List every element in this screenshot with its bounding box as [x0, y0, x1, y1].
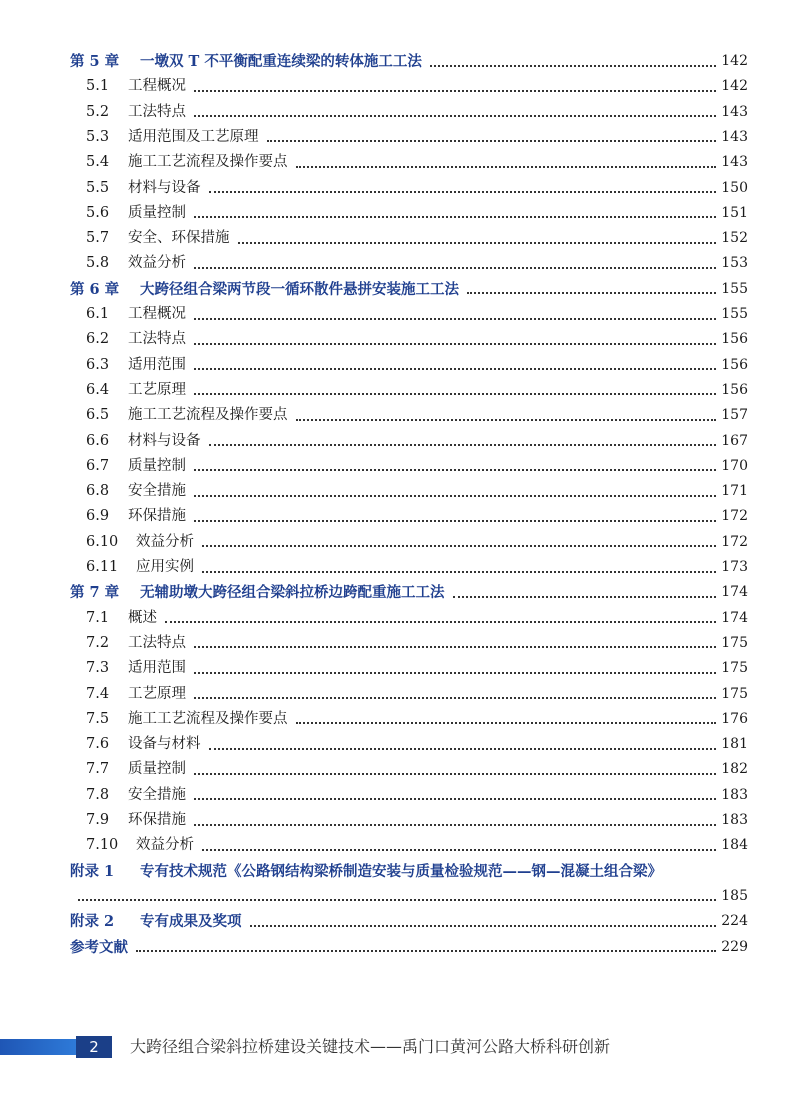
dot-leader [194, 495, 716, 497]
toc-page-number: 143 [721, 154, 748, 171]
toc-page-number: 174 [721, 584, 748, 601]
toc-title: 环保措施 [128, 508, 186, 525]
toc-title: 工艺原理 [128, 685, 186, 702]
toc-number: 6.7 [86, 457, 110, 474]
toc-title: 安全措施 [128, 786, 186, 803]
toc-page-number: 157 [721, 407, 748, 424]
toc-title: 质量控制 [128, 204, 186, 221]
toc-page-number: 172 [721, 508, 748, 525]
toc-title: 质量控制 [128, 761, 186, 778]
toc-page-number: 143 [721, 128, 748, 145]
toc-number: 5.8 [86, 255, 110, 272]
toc-title-group [86, 378, 186, 403]
toc-title: 参考文献 [70, 938, 128, 956]
toc-section-row[interactable] [0, 226, 790, 251]
toc-section-row[interactable] [0, 353, 790, 378]
toc-title-group [86, 150, 288, 175]
toc-title-group [86, 100, 186, 125]
dot-leader [209, 191, 717, 193]
toc-number: 7.4 [86, 685, 110, 702]
toc-page-number: 156 [721, 381, 748, 398]
toc-section-row[interactable] [0, 74, 790, 99]
page-footer [0, 1033, 790, 1061]
toc-page-number: 142 [721, 78, 748, 95]
toc-title: 应用实例 [136, 559, 194, 575]
toc-page-number: 142 [721, 53, 748, 69]
toc-title: 概述 [128, 609, 157, 626]
toc-continuation-row[interactable] [0, 884, 790, 909]
toc-page-number: 184 [721, 837, 748, 854]
toc-title-group [70, 935, 128, 960]
toc-title: 材料与设备 [128, 432, 201, 449]
toc-page-number: 167 [721, 432, 748, 449]
toc-title: 无辅助墩大跨径组合梁斜拉桥边跨配重施工工法 [140, 584, 445, 602]
dot-leader [202, 849, 716, 851]
toc-page-number: 172 [721, 533, 748, 550]
toc-chapter-row[interactable] [0, 909, 790, 934]
dot-leader [296, 419, 717, 421]
toc-title-group [86, 682, 186, 707]
toc-section-row[interactable] [0, 530, 790, 555]
toc-section-row[interactable] [0, 656, 790, 681]
toc-title: 环保措施 [128, 812, 186, 828]
toc-title-group [86, 504, 186, 529]
toc-section-row[interactable] [0, 504, 790, 529]
toc-number: 5.7 [86, 230, 110, 247]
footer-accent-bar [0, 1039, 76, 1055]
toc-number: 5.6 [86, 204, 110, 221]
dot-leader [136, 950, 716, 952]
toc-title-group [70, 580, 445, 605]
toc-title-group [86, 251, 186, 276]
toc-page-number: 155 [721, 280, 748, 297]
toc-title: 大跨径组合梁两节段一循环散件悬拼安装施工工法 [140, 280, 459, 298]
toc-title: 施工工艺流程及操作要点 [128, 710, 288, 727]
toc-page-number: 156 [721, 331, 748, 348]
toc-page-number: 185 [721, 887, 748, 904]
toc-title: 质量控制 [128, 457, 186, 474]
dot-leader [194, 520, 716, 522]
toc-title: 效益分析 [128, 255, 186, 272]
toc-page-number: 183 [721, 812, 748, 828]
toc-number: 7.6 [86, 736, 110, 753]
toc-number: 第 6 章 [70, 280, 120, 298]
toc-number: 7.2 [86, 634, 110, 651]
dot-leader [202, 545, 716, 547]
toc-section-row[interactable] [0, 783, 790, 808]
toc-page-number: 143 [721, 103, 748, 120]
toc-title-group [86, 732, 201, 757]
toc-title-group [86, 454, 186, 479]
toc-title: 安全措施 [128, 483, 186, 500]
dot-leader [467, 292, 716, 294]
dot-leader [296, 722, 717, 724]
toc-title-group [86, 631, 186, 656]
toc-title: 施工工艺流程及操作要点 [128, 407, 288, 424]
toc-title-group [86, 555, 194, 580]
toc-number: 6.8 [86, 483, 110, 500]
toc-title-group [86, 808, 186, 833]
toc-page-number: 174 [721, 609, 748, 626]
toc-title: 一墩双 T 不平衡配重连续梁的转体施工工法 [140, 53, 422, 70]
toc-title-group [86, 302, 186, 327]
toc-number: 第 7 章 [70, 584, 120, 602]
toc-title-group [86, 327, 186, 352]
dot-leader [194, 824, 716, 826]
toc-number: 6.1 [86, 306, 110, 322]
toc-section-row[interactable] [0, 176, 790, 201]
toc-title: 施工工艺流程及操作要点 [128, 154, 288, 171]
dot-leader [453, 596, 717, 598]
toc-page-number: 175 [721, 660, 748, 677]
toc-number: 7.8 [86, 786, 110, 803]
toc-number: 6.4 [86, 381, 110, 398]
dot-leader [194, 646, 716, 648]
toc-section-row[interactable] [0, 150, 790, 175]
toc-number: 6.10 [86, 533, 119, 550]
dot-leader [194, 697, 716, 699]
dot-leader [267, 140, 717, 142]
dot-leader [296, 166, 717, 168]
toc-section-row[interactable] [0, 682, 790, 707]
toc-section-row[interactable] [0, 201, 790, 226]
toc-title-group [86, 479, 186, 504]
toc-title-group [86, 125, 259, 150]
toc-page-number: 224 [721, 913, 748, 930]
toc-section-row[interactable] [0, 757, 790, 782]
toc-title: 工法特点 [128, 634, 186, 651]
toc-section-row[interactable] [0, 555, 790, 580]
toc-page-number: 176 [721, 710, 748, 727]
dot-leader [194, 115, 716, 117]
toc-page-number: 229 [721, 938, 748, 955]
toc-page-number: 150 [721, 179, 748, 196]
toc-page-number: 183 [721, 786, 748, 803]
toc-title-group [86, 606, 157, 631]
toc-chapter-row[interactable] [0, 935, 790, 960]
toc-number: 5.1 [86, 78, 110, 95]
toc-number: 6.2 [86, 331, 110, 348]
toc-chapter-row[interactable] [0, 859, 790, 884]
dot-leader [194, 469, 716, 471]
toc-chapter-row[interactable] [0, 277, 790, 302]
dot-leader [194, 798, 716, 800]
toc-number: 第 5 章 [70, 53, 120, 70]
dot-leader [209, 748, 717, 750]
toc-number: 7.7 [86, 761, 110, 778]
toc-section-row[interactable] [0, 454, 790, 479]
toc-title: 适用范围 [128, 356, 186, 373]
dot-leader [430, 65, 716, 67]
toc-number: 附录 1 [70, 862, 115, 880]
toc-section-row[interactable] [0, 833, 790, 858]
toc-title: 专有成果及奖项 [140, 913, 242, 931]
toc-number: 6.6 [86, 432, 110, 449]
toc-title-group [86, 833, 194, 858]
toc-number: 5.5 [86, 179, 110, 196]
toc-title: 工法特点 [128, 103, 186, 120]
toc-title: 安全、环保措施 [128, 230, 230, 247]
toc-number: 7.1 [86, 609, 110, 626]
dot-leader [194, 216, 716, 218]
toc-title-group [86, 353, 186, 378]
toc-number: 7.9 [86, 812, 110, 828]
toc-title: 效益分析 [136, 533, 194, 550]
toc-title-group [86, 757, 186, 782]
toc-page-number: 181 [721, 736, 748, 753]
toc-number: 6.11 [86, 559, 119, 575]
toc-number: 5.4 [86, 154, 110, 171]
dot-leader [238, 242, 717, 244]
toc-chapter-row[interactable] [0, 580, 790, 605]
toc-section-row[interactable] [0, 125, 790, 150]
toc-page-number: 151 [721, 204, 748, 221]
dot-leader [165, 621, 716, 623]
dot-leader [194, 267, 716, 269]
toc-title: 适用范围 [128, 660, 186, 677]
page-number: 2 [76, 1036, 112, 1058]
toc-section-row[interactable] [0, 429, 790, 454]
toc-title-group [70, 49, 422, 74]
toc-page-number: 173 [721, 559, 748, 575]
toc-section-row[interactable] [0, 327, 790, 352]
dot-leader [194, 773, 716, 775]
dot-leader [194, 318, 716, 320]
toc-title-group [86, 707, 288, 732]
toc-title: 工法特点 [128, 331, 186, 348]
toc-title-group [70, 909, 242, 934]
dot-leader [209, 444, 717, 446]
toc-section-row[interactable] [0, 707, 790, 732]
dot-leader [250, 925, 717, 927]
toc-section-row[interactable] [0, 479, 790, 504]
toc-title: 专有技术规范《公路钢结构梁桥制造安装与质量检验规范——钢—混凝土组合梁》 [140, 862, 662, 880]
toc-section-row[interactable] [0, 631, 790, 656]
toc-page-number: 152 [721, 230, 748, 247]
toc-chapter-row[interactable] [0, 49, 790, 74]
toc-title: 工程概况 [128, 306, 186, 322]
toc-title: 材料与设备 [128, 179, 201, 196]
toc-section-row[interactable] [0, 808, 790, 833]
dot-leader [202, 571, 716, 573]
toc-number: 7.5 [86, 710, 110, 727]
toc-number: 6.5 [86, 407, 110, 424]
toc-page-number: 175 [721, 685, 748, 702]
toc-section-row[interactable] [0, 100, 790, 125]
toc-title-group [70, 277, 459, 302]
toc-title-group [70, 859, 662, 884]
toc-section-row[interactable] [0, 251, 790, 276]
toc-page-number: 175 [721, 634, 748, 651]
toc-title: 设备与材料 [128, 736, 201, 753]
toc-section-row[interactable] [0, 606, 790, 631]
toc-number: 7.3 [86, 660, 110, 677]
toc-number: 6.3 [86, 356, 110, 373]
toc-section-row[interactable] [0, 302, 790, 327]
toc-page-number: 153 [721, 255, 748, 272]
toc-title: 工艺原理 [128, 381, 186, 398]
toc-page-number: 170 [721, 457, 748, 474]
toc-section-row[interactable] [0, 732, 790, 757]
toc-title-group [86, 783, 186, 808]
toc-title-group [86, 226, 230, 251]
toc-number: 5.2 [86, 103, 110, 120]
toc-page-number: 155 [721, 306, 748, 322]
dot-leader [194, 672, 716, 674]
toc-number: 6.9 [86, 508, 110, 525]
toc-title-group [86, 74, 186, 99]
toc-number: 5.3 [86, 128, 110, 145]
toc-title-group [86, 429, 201, 454]
toc-section-row[interactable] [0, 378, 790, 403]
toc-title: 适用范围及工艺原理 [128, 128, 259, 145]
dot-leader [194, 368, 716, 370]
toc-title-group [86, 530, 194, 555]
toc-title-group [86, 403, 288, 428]
dot-leader [194, 393, 716, 395]
toc-title-group [86, 656, 186, 681]
toc-page-number: 182 [721, 761, 748, 778]
dot-leader [194, 90, 716, 92]
toc-number: 附录 2 [70, 913, 115, 931]
toc-title-group [86, 201, 186, 226]
toc-page-number: 156 [721, 356, 748, 373]
toc-page-number: 171 [721, 483, 748, 500]
toc-title-group [86, 176, 201, 201]
toc-number: 7.10 [86, 837, 119, 854]
book-title: 大跨径组合梁斜拉桥建设关键技术——禹门口黄河公路大桥科研创新 [130, 1037, 611, 1056]
toc-section-row[interactable] [0, 403, 790, 428]
dot-leader [78, 899, 716, 901]
toc-title: 效益分析 [136, 837, 194, 854]
toc-title: 工程概况 [128, 78, 186, 95]
dot-leader [194, 343, 716, 345]
